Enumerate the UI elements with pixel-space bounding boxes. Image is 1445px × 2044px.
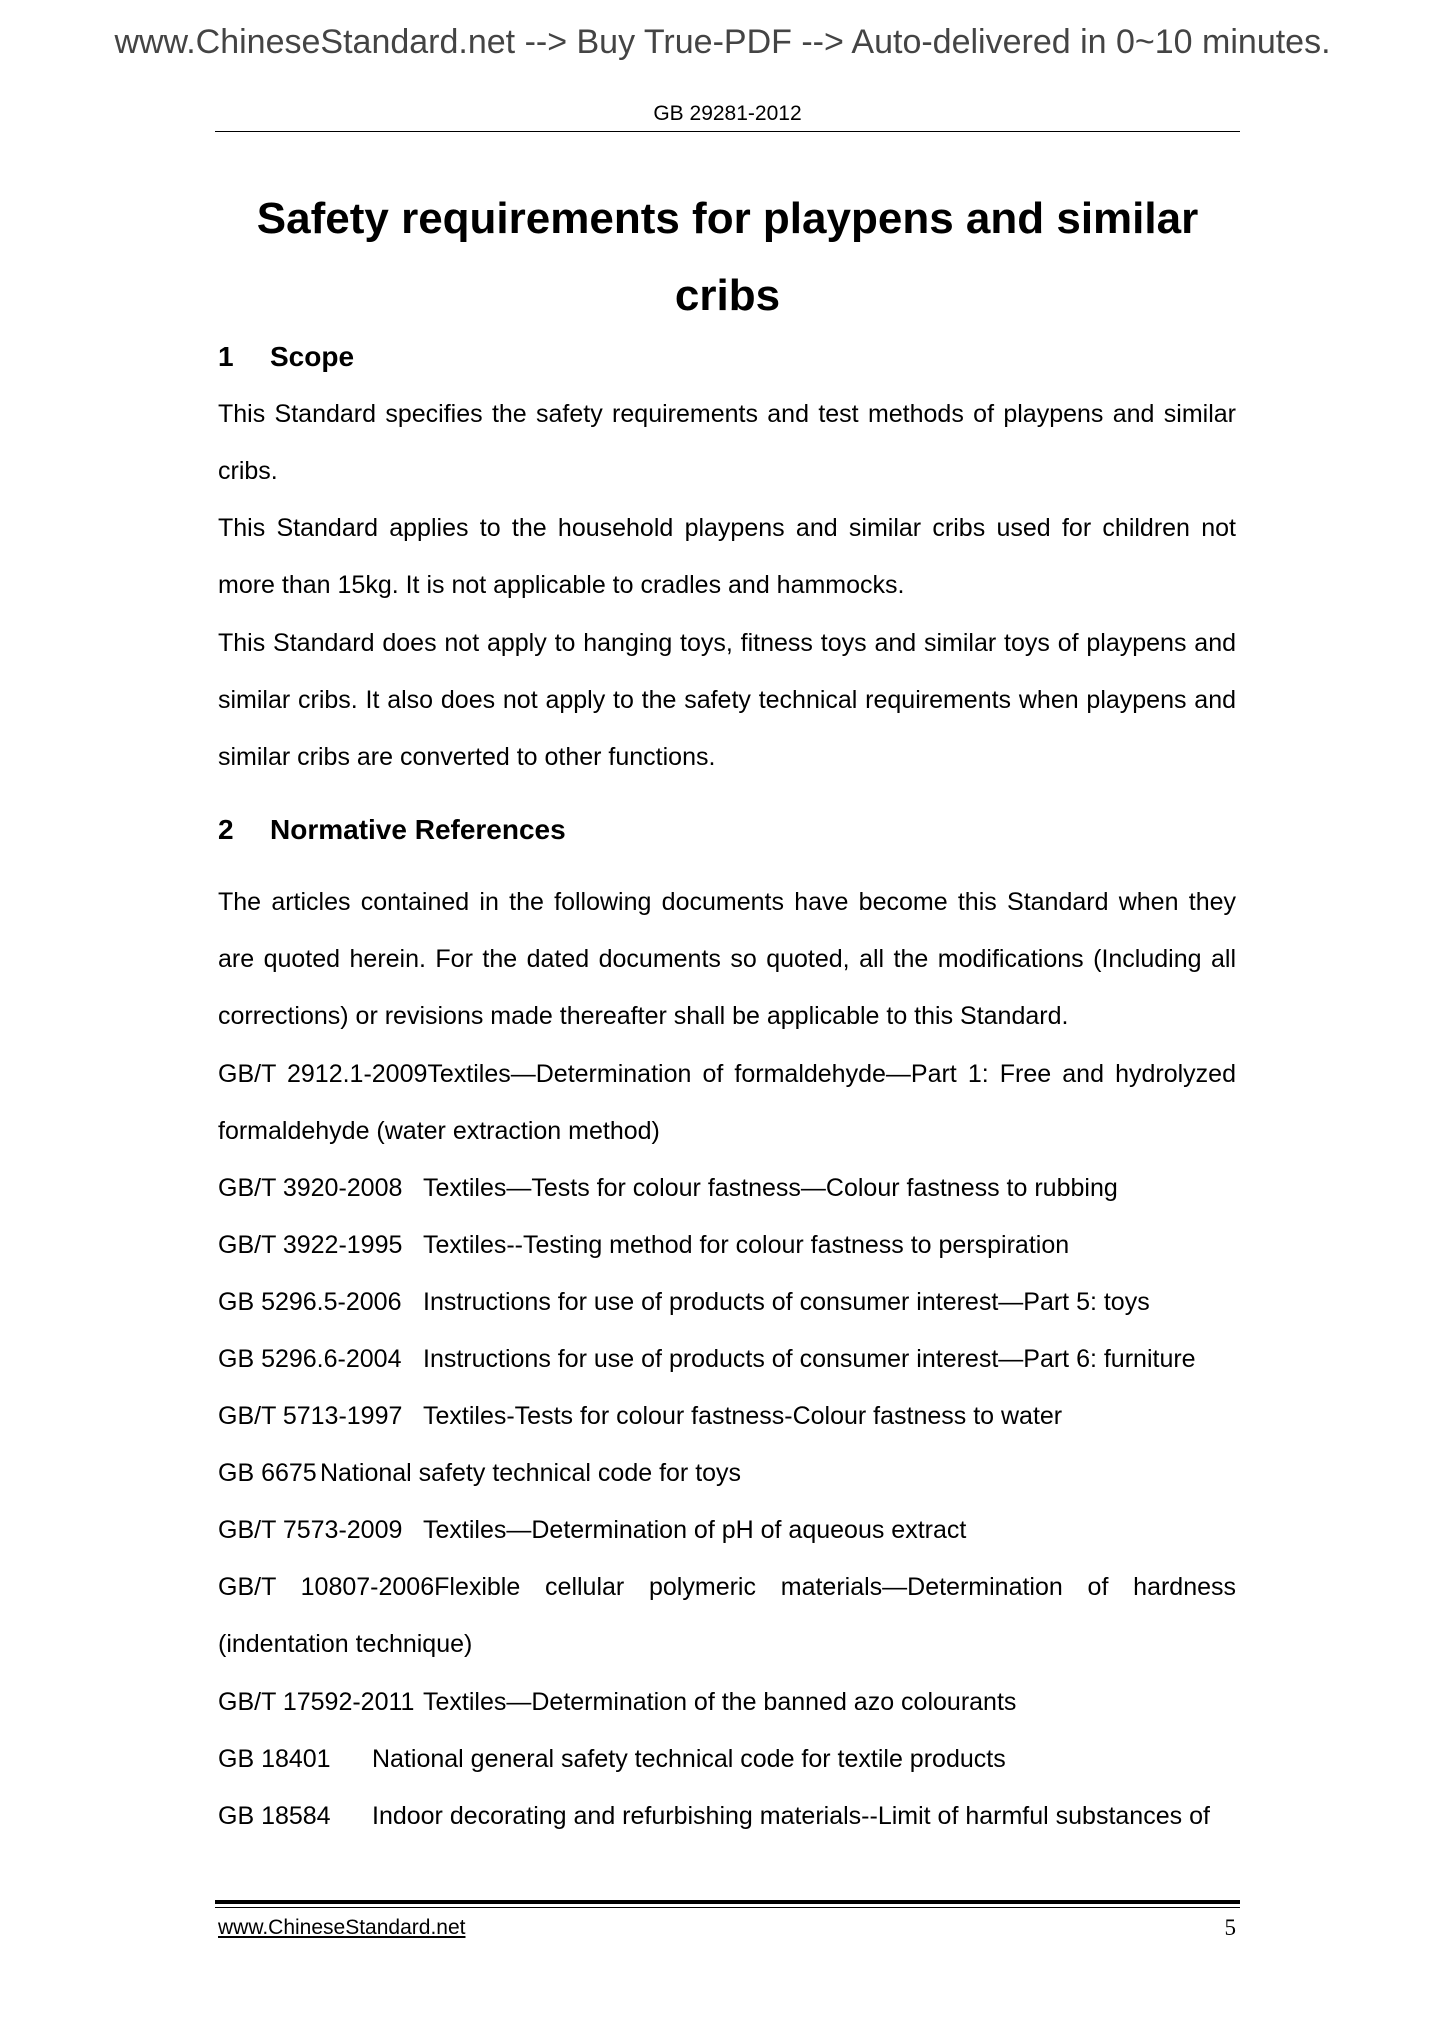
reference-code: GB/T 3920-2008 [218,1174,403,1202]
reference-title: Instructions for use of products of consumer interest—Part 5: toys [423,1288,1150,1316]
reference-code: GB/T 2912.1-2009 [218,1060,428,1088]
reference-code: GB/T 3922-1995 [218,1231,403,1259]
reference-title: Flexible cellular polymeric materials—Determination of hardness (indentation technique) [218,1573,1237,1658]
reference-title: Textiles—Determination of formaldehyde—Part 1: Free and hydrolyzed formaldehyde (water extraction method) [218,1060,1236,1145]
reference-code: GB 6675 [218,1459,317,1487]
section-title: Normative References [270,814,566,845]
reference-item [218,1046,1236,1160]
reference-code: GB/T 5713-1997 [218,1402,403,1430]
document-number: GB 29281-2012 [653,102,802,125]
scope-paragraph: This Standard does not apply to hanging toys, fitness toys and similar toys of playpens and similar cribs. It also does not apply to the safety technical requirements when playpens and similar cribs are converted to other functions. [218,629,1236,771]
scope-paragraph: This Standard applies to the household playpens and similar cribs used for children not more than 15kg. It is not applicable to cradles and hammocks. [218,514,1236,599]
reference-title: National safety technical code for toys [320,1459,742,1487]
reference-code: GB/T 7573-2009 [218,1516,403,1544]
document-title: Safety requirements for playpens and similar cribs [256,194,1199,320]
reference-title: Textiles—Determination of pH of aqueous extract [423,1516,967,1544]
reference-title: Textiles—Determination of the banned azo colourants [423,1688,1017,1716]
reference-item [218,1559,1236,1673]
section-heading-references [218,810,566,850]
footer-website-link[interactable]: www.ChineseStandard.net [218,1916,466,1939]
page-number: 5 [1224,1915,1236,1940]
reference-item [218,1274,1236,1331]
scope-paragraph: This Standard specifies the safety requirements and test methods of playpens and similar cribs. [218,400,1236,485]
reference-code: GB 5296.6-2004 [218,1345,402,1373]
reference-title: Indoor decorating and refurbishing materials--Limit of harmful substances of [372,1802,1210,1830]
section-heading-scope [218,337,354,377]
reference-title: Textiles—Tests for colour fastness—Colour fastness to rubbing [423,1174,1118,1202]
reference-title: Textiles--Testing method for colour fastness to perspiration [423,1231,1070,1259]
reference-item [218,1502,1236,1559]
reference-item [218,1160,1236,1217]
section-number: 1 [218,341,234,372]
reference-code: GB 5296.5-2006 [218,1288,402,1316]
footer-divider-thick [215,1900,1240,1904]
header-banner: www.ChineseStandard.net --> Buy True-PDF --> Auto-delivered in 0~10 minutes. [114,23,1331,61]
references-intro: The articles contained in the following documents have become this Standard when they are quoted herein. For the dated documents so quoted, all the modifications (Including all corrections) or revisions made thereafter shall be applicable to this Standard. [218,888,1236,1030]
reference-item [218,1445,1236,1502]
reference-item [218,1788,1236,1845]
header-divider [215,131,1240,132]
reference-code: GB 18401 [218,1745,331,1773]
reference-item [218,1331,1236,1388]
reference-code: GB/T 10807-2006 [218,1573,435,1601]
reference-item [218,1731,1236,1788]
reference-item [218,1217,1236,1274]
reference-code: GB/T 17592-2011 [218,1688,415,1716]
footer-divider-thin [215,1907,1240,1908]
section-number: 2 [218,814,234,845]
reference-item [218,1674,1236,1731]
reference-title: Textiles-Tests for colour fastness-Colour fastness to water [423,1402,1063,1430]
reference-title: Instructions for use of products of consumer interest—Part 6: furniture [423,1345,1196,1373]
reference-item [218,1388,1236,1445]
section-title: Scope [270,341,355,372]
reference-title: National general safety technical code for textile products [372,1745,1006,1773]
reference-code: GB 18584 [218,1802,331,1830]
